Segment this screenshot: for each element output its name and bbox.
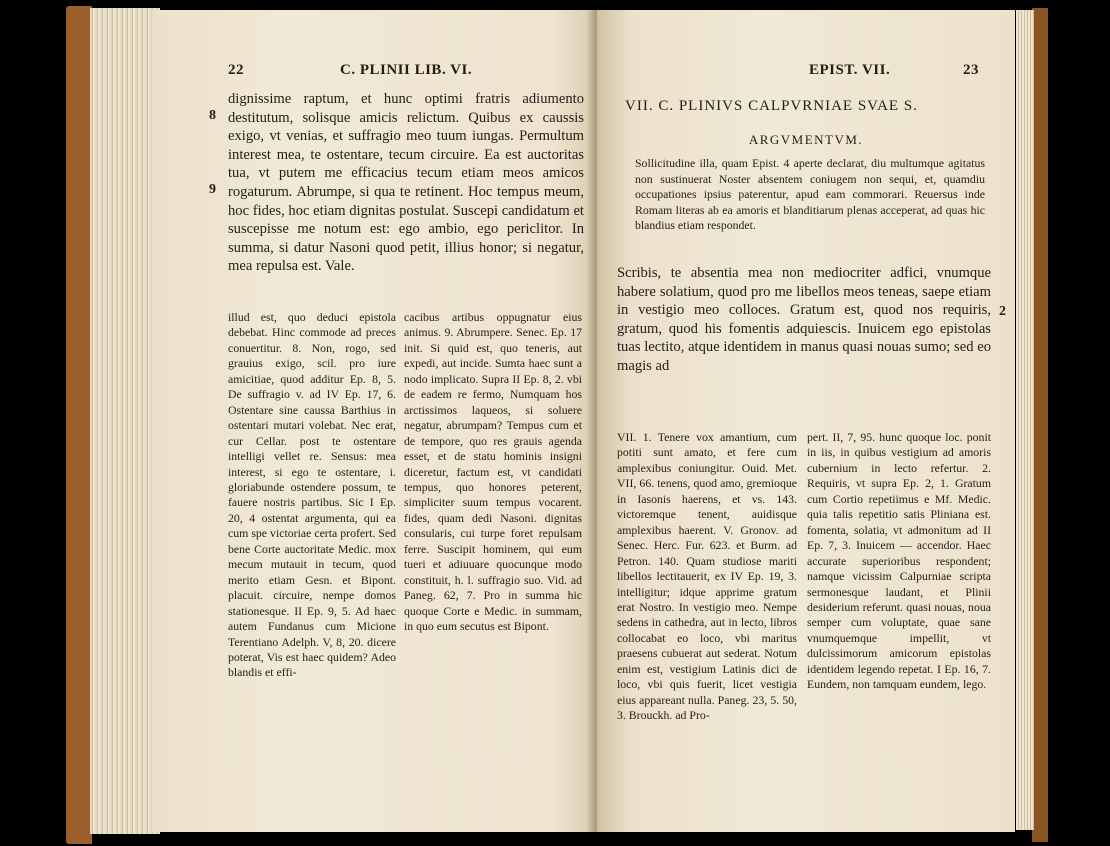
- page-edges-right: [1016, 10, 1034, 830]
- left-notes-column-2: [404, 310, 582, 635]
- page-edges-left: [90, 8, 160, 834]
- right-notes-text-1: VII. 1. Tenere vox amantium, cum potiti sunt amato, et fere cum amplexibus coniungitur. Ouid. Met. VII, 66. tenens, quod amo, gremioque in Iasonis haerens, et vs. 143. victoremque tenent, auidisque amplexibus haerent. V. Gronov. ad Senec. Herc. Fur. 623. et Burm. ad Petron. 140. Quam studiose mariti libellos lectitauerit, ex IV Ep. 19, 3. intelligitur; idque apprime gratum erat Nostro. In vestigio meo. Nempe sedens in cathedra, aut in lecto, libros collocabat eo loco, vbi maritus praesens cubuerat aut sederat. Notum enim est, vestigium Latinis dici de loco, vbi quis fuerit, licet vestigia eius appareant nulla. Paneg. 23, 5. 50, 3. Brouckh. ad Pro-: [617, 430, 797, 723]
- book-cover-left: [66, 6, 92, 844]
- left-notes-text-2: cacibus artibus oppugnatur eius animus. 9. Abrumpere. Senec. Ep. 17 init. Si quid est, quo teneris, aut expedi, aut incide. Sumta haec sunt a nodo implicato. Supra II Ep. 8, 2. vbi de eadem re fermo, Numquam hos arctissimos laqueos, si soluere negatur, abrumpam? Tempus cum et de tempore, quo res grauis agenda esset, et de statu hominis insigni diceretur, factum est, vt candidati tempus, quo honores peterent, simpliciter suum tempus vocarent. fides, quam dedi Nasoni. dignitas consularis, cui turpe foret repulsam ferre. Suscipit hominem, qui eum tueri et adiuuare quocunque modo constituit, h. l. suffragio suo. Vid. ad Paneg. 62, 7. Pro in summa hic quoque Corte e Medic. in summam, in quo eum secutus est Bipont.: [404, 310, 582, 634]
- left-main-paragraph: dignissime raptum, et hunc optimi fratris adiumento destitutum, solisque amicis relictum. Quibus ex caussis exigo, vt venias, et suffragio meo tuum iungas. Permultum interest mea, te ostentare, tecum circuire. Ea est auctoritas tua, vt putem me efficacius tecum etiam meos amicos rogaturum. Abrumpe, si qua te retinent. Hoc tempus meum, hoc fides, hoc etiam dignitas postulat. Suscepi candidatum et suscepisse me notum est: ego ambio, ego periclitor. In summa, si datur Nasoni quod petit, illius honor; si negatur, mea repulsa est. Vale.: [228, 91, 584, 275]
- left-page: [152, 10, 597, 832]
- open-book: [66, 0, 1048, 846]
- right-main-paragraph: Scribis, te absentia mea non mediocriter adfici, vnumque habere solatium, quod pro me libellos meos teneas, saepe etiam in vestigio meo colloces. Gratum est, quod nos requiris, gratum, quod his fomentis adquiescis. Inuicem ego epistolas tuas lectito, atque identidem in manus quasi nouas sumo; sed eo magis ad: [617, 265, 991, 374]
- right-page-number: 23: [963, 62, 979, 78]
- epistle-title: VII. C. PLINIVS CALPVRNIAE SVAE S.: [625, 98, 918, 114]
- argument-text: [635, 156, 985, 234]
- book-cover-right: [1032, 8, 1048, 842]
- left-main-text: [228, 90, 584, 276]
- right-page: [597, 10, 1015, 832]
- right-notes-column-1: [617, 430, 797, 724]
- margin-number-2: 2: [999, 304, 1006, 319]
- argument-heading: ARGVMENTVM.: [748, 132, 864, 147]
- left-page-number: 22: [228, 62, 244, 78]
- left-notes-text-1: illud est, quo deduci epistola debebat. Hinc commode ad preces conuertitur. 8. Non, rogo, sed grauius exigo, scil. pro iure amicitiae, quod additur Ep. 8, 5. De suffragio v. ad IV Ep. 17, 6. Ostentare sine caussa Barthius in ostentari mutari volebat. Nec erat, cur Cellar. post te ostentare intelligi vellet re. Sensus: mea interest, si ego te ostentare, i. gloriabunde ostendere possum, te fauere nostris partibus. Sic I Ep. 20, 4 ostentat argumenta, qui ea cum spe victoriae certa profert. Sed bene Corte auctoritate Medic. mox mecum mutauit in tecum, quod merito etiam Gesn. et Bipont. placuit. circuire, nempe domos stationesque. II Ep. 9, 5. Ad haec autem Fundanus cum Micione Terentiano Adelph. V, 8, 20. dicere poterat, Vis est haec quidem? Adeo blandis et effi-: [228, 310, 396, 680]
- margin-number-8: 8: [209, 108, 216, 123]
- margin-number-9: 9: [209, 182, 216, 197]
- right-notes-text-2: pert. II, 7, 95. hunc quoque loc. ponit in iis, in quibus vestigium ad amoris cubernium in lecto refertur. 2. Requiris, vt supra Ep. 2, 1. Gratum cum Cortio repetiimus e Mf. Medic. quia talis repetitio satis Pliniana est. fomenta, solatia, vt admonitum ad II Ep. 7, 3. Inuicem — accendor. Haec accurate superioribus respondent; namque vicissim Calpurniae scripta sermonesque laudant, et Plinii desiderium referunt. quasi nouas, noua semper cum voluptate, quae sane vnumquemque impellit, vt dulcissimorum amicorum epistolas identidem legendo repetat. I Ep. 16, 7. Eundem, non tamquam eundem, lego.: [807, 430, 991, 692]
- left-notes-column-1: [228, 310, 396, 681]
- right-main-text: [617, 264, 991, 376]
- argument-paragraph: Sollicitudine illa, quam Epist. 4 aperte declarat, diu multumque agitatus non sustinuerat Noster absentem coniugem non sequi, et, quamdiu occupationes ipsius paterentur, apud eam commorari. Reuersus inde Romam literas ab ea amoris et blanditiarum plenas acceperat, ad quas hic blandius etiam respondet.: [635, 156, 985, 232]
- left-running-head: C. PLINII LIB. VI.: [340, 62, 473, 78]
- right-notes-column-2: [807, 430, 991, 693]
- right-running-head: EPIST. VII.: [809, 62, 891, 78]
